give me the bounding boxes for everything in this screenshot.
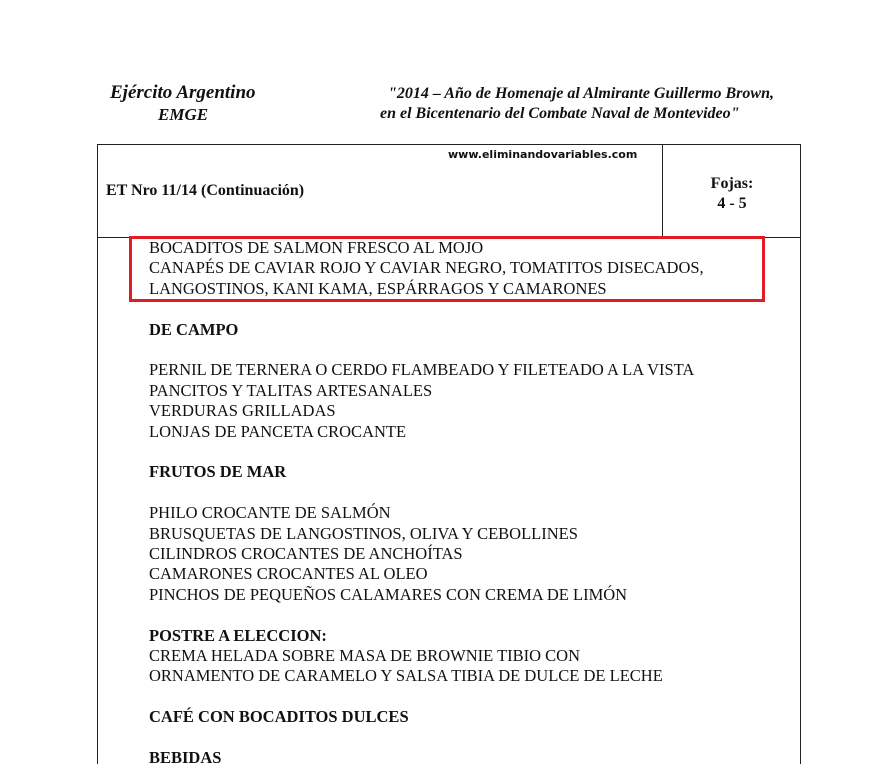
section-title-de-campo: DE CAMPO xyxy=(149,319,239,339)
section-title-postre: POSTRE A ELECCION: xyxy=(149,625,327,645)
highlight-box xyxy=(129,236,765,302)
fojas-label: Fojas: xyxy=(710,175,754,192)
motto-line-2: en el Bicentenario del Combate Naval de Montevideo" xyxy=(380,105,740,122)
menu-item: CAMARONES CROCANTES AL OLEO xyxy=(149,564,428,584)
section-title-cafe: CAFÉ CON BOCADITOS DULCES xyxy=(149,707,409,727)
menu-item: LANGOSTINOS, KANI KAMA, ESPÁRRAGOS Y CAMARONES xyxy=(149,278,607,298)
section-title-frutos-de-mar: FRUTOS DE MAR xyxy=(149,462,287,482)
document-reference: ET Nro 11/14 (Continuación) xyxy=(106,182,305,199)
menu-item: CREMA HELADA SOBRE MASA DE BROWNIE TIBIO CON xyxy=(149,646,581,666)
year-motto xyxy=(380,84,825,124)
org-name: Ejército Argentino xyxy=(110,82,256,103)
menu-item: PHILO CROCANTE DE SALMÓN xyxy=(149,503,391,523)
menu-item: VERDURAS GRILLADAS xyxy=(149,401,336,421)
menu-item: BRUSQUETAS DE LANGOSTINOS, OLIVA Y CEBOLLINES xyxy=(149,523,578,543)
org-unit: EMGE xyxy=(158,105,209,124)
menu-item: BOCADITOS DE SALMON FRESCO AL MOJO xyxy=(149,238,484,257)
menu-item: PINCHOS DE PEQUEÑOS CALAMARES CON CREMA DE LIMÓN xyxy=(149,584,628,604)
reference-box xyxy=(98,145,800,238)
menu-item: CANAPÉS DE CAVIAR ROJO Y CAVIAR NEGRO, TOMATITOS DISECADOS, xyxy=(149,258,704,278)
menu-item: ORNAMENTO DE CARAMELO Y SALSA TIBIA DE DULCE DE LECHE xyxy=(149,666,663,686)
section-title-bebidas: BEBIDAS xyxy=(149,748,222,768)
menu-item: LONJAS DE PANCETA CROCANTE xyxy=(149,421,407,441)
menu-item: PERNIL DE TERNERA O CERDO FLAMBEADO Y FILETEADO A LA VISTA xyxy=(149,360,695,380)
motto-line-1: "2014 – Año de Homenaje al Almirante Guillermo Brown, xyxy=(388,85,774,102)
organization-header xyxy=(110,82,256,126)
menu-item: CILINDROS CROCANTES DE ANCHOÍTAS xyxy=(149,544,463,564)
fojas-value: 4 - 5 xyxy=(717,195,747,212)
menu-item: PANCITOS Y TALITAS ARTESANALES xyxy=(149,380,433,400)
fojas-cell xyxy=(663,174,801,214)
menu-content xyxy=(149,238,704,768)
watermark-url: www.eliminandovariables.com xyxy=(448,148,638,161)
